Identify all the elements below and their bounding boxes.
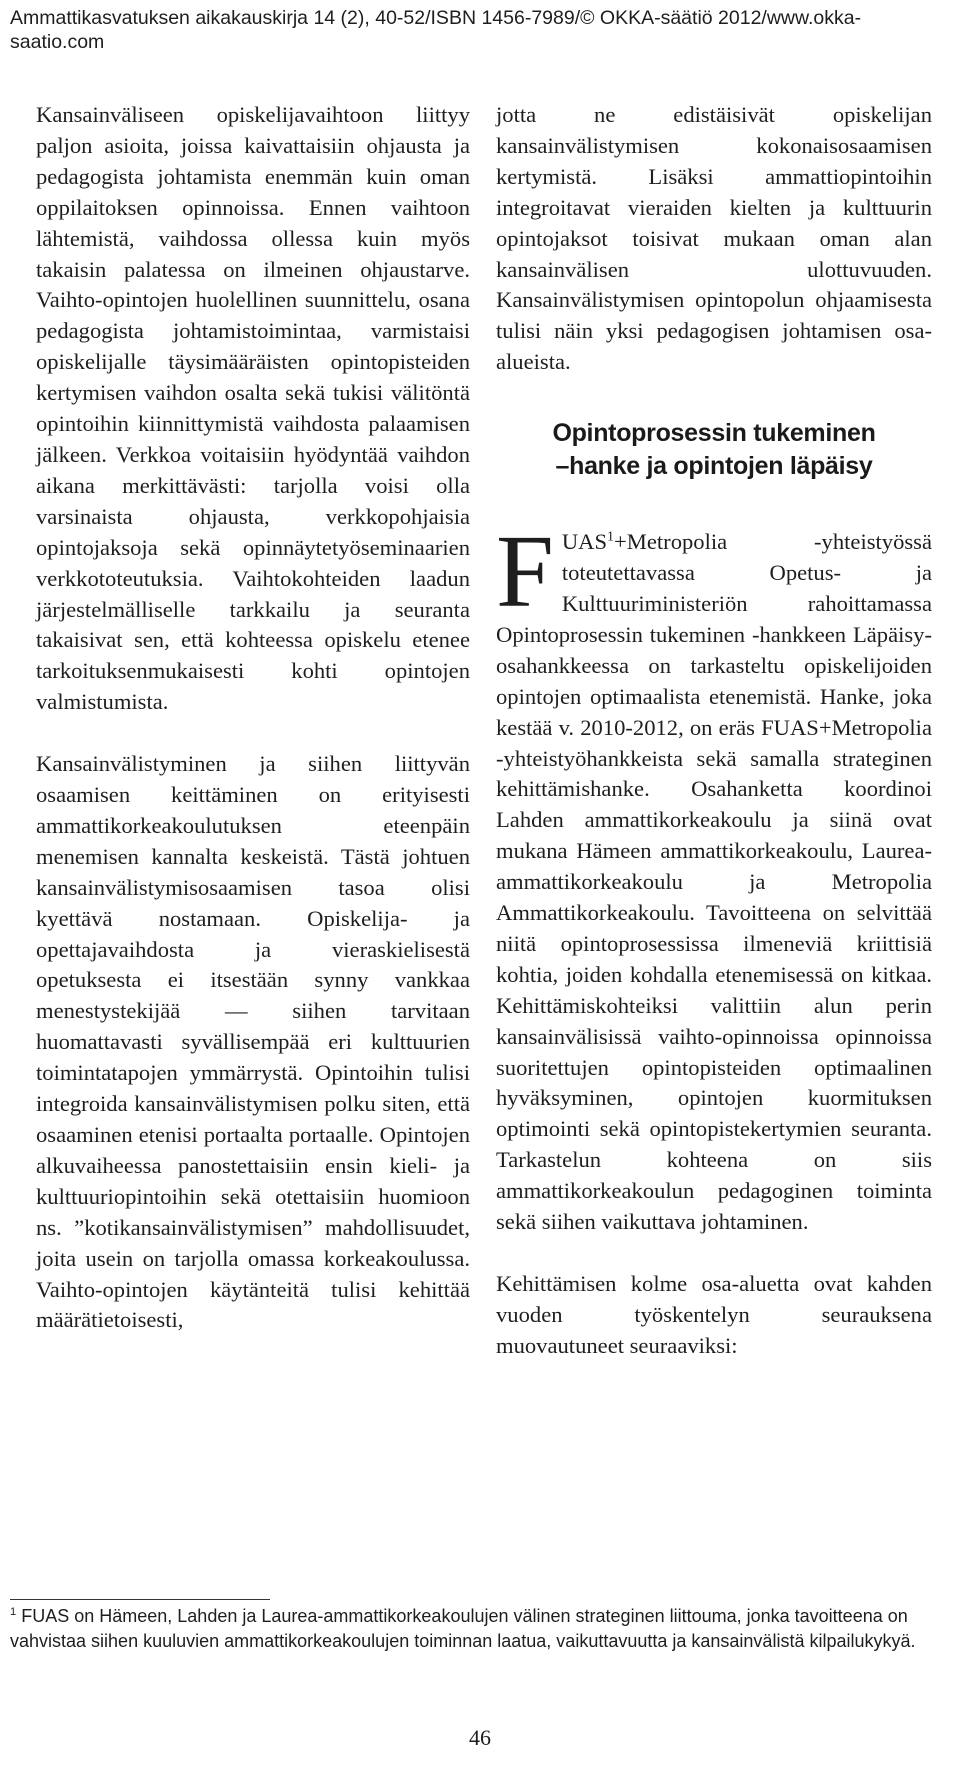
page-number: 46 bbox=[469, 1725, 491, 1750]
section-heading-line-1: Opintoprosessin tukeminen bbox=[552, 419, 876, 448]
dropcap-lead: UAS bbox=[561, 529, 608, 555]
drop-cap: F bbox=[496, 514, 554, 630]
footnote-rule bbox=[10, 1599, 270, 1600]
body-paragraph: jotta ne edistäisivät opiskelijan kansainvälistymisen kokonaisosaamisen kertymistä. Lisäksi ammattiopintoihin integroitavat vieraiden kielten ja kulttuurin opintojaksot toisivat mukaan oman alan kansainvälisen ulottuvuuden. Kansainvälistymisen opintopolun ohjaamisesta tulisi näin yksi pedagogisen johtamisen osa-alueista. bbox=[496, 102, 932, 375]
paragraph-gap bbox=[36, 718, 470, 749]
paragraph-gap bbox=[496, 1238, 932, 1269]
left-column bbox=[36, 100, 470, 1336]
body-paragraph: Kansainvälistyminen ja siihen liittyvän osaamisen keittäminen on erityisesti ammattikorkeakoulutuksen eteenpäin menemisen kannalta keskeistä. Tästä johtuen kansainvälistymisosaamisen tasoa olisi kyettävä nostamaan. Opiskelija- ja opettajavaihdosta ja vieraskielisestä opetuksesta ei itsestään synny vankkaa menestystekijää — siihen tarvitaan huomattavasti syvällisempää eri kulttuurien toimintatapojen ymmärrystä. Opintoihin tulisi integroida kansainvälistymisen polku siten, että osaaminen etenisi portaalta portaalle. Opintojen alkuvaiheessa panostettaisiin ensin kieli- ja kulttuuriopintoihin sekä otettaisiin huomioon ns. ”kotikansainvälistymisen” mahdollisuudet, joita usein on tarjolla omassa korkeakoulussa. Vaihto-opintojen käytänteitä tulisi kehittää määrätietoisesti, bbox=[36, 751, 470, 1333]
dropcap-paragraph-text: +Metropolia -yhteistyössä toteutettavassa Opetus- ja Kulttuuriministeriön rahoittamassa Opintoprosessin tukeminen -hankkeen Läpäisy-osahankkeessa on tarkasteltu opiskelijoiden opintojen optimaalista etenemistä. Hanke, joka kestää v. 2010-2012, on eräs FUAS+Metropolia -yhteistyöhankkeista sekä samalla strateginen kehittämishanke. Osahanketta koordinoi Lahden ammattikorkeakoulu ja siinä ovat mukana Hämeen ammattikorkeakoulu, Laurea-ammattikorkeakoulu ja Metropolia Ammattikorkeakoulu. Tavoitteena on selvittää niitä opintoprosessissa ilmeneviä kriittisiä kohtia, joiden kohdalla etenemisessä on kitkaa. Kehittämiskohteiksi valittiin alun perin kansainvälisissä vaihto-opinnoissa opinnoissa suoritettujen opintopisteiden optimaalinen hyväksyminen, opintojen kuormituksen optimointi sekä opintopistekertymien seuranta. Tarkastelun kohteena on siis ammattikorkeakoulun pedagoginen toiminta sekä siihen vaikuttava johtaminen. bbox=[496, 529, 932, 1235]
footnote-reference: 1 bbox=[607, 529, 615, 545]
footnote bbox=[10, 1604, 928, 1653]
body-paragraph-dropcap bbox=[496, 514, 932, 1238]
right-column bbox=[496, 100, 932, 1362]
body-paragraph: Kehittämisen kolme osa-aluetta ovat kahden vuoden työskentelyn seurauksena muovautuneet seuraaviksi: bbox=[496, 1271, 932, 1358]
section-heading bbox=[496, 417, 932, 483]
section-heading-line-2: –hanke ja opintojen läpäisy bbox=[555, 452, 873, 481]
body-paragraph: Kansainväliseen opiskelijavaihtoon liittyy paljon asioita, joissa kaivattaisiin ohjausta ja pedagogista johtamista enemmän kuin oman oppilaitoksen opinnoissa. Ennen vaihtoon lähtemistä, vaihdossa ollessa kuin myös takaisin palatessa on ilmeinen ohjaustarve. Vaihto-opintojen huolellinen suunnittelu, osana pedagogista johtamistoimintaa, varmistaisi opiskelijalle täysimääräisten opintopisteiden kertymisen vaihdon osalta sekä tukisi välitöntä opintoihin kiinnittymistä vaihdosta palaamisen jälkeen. Verkkoa voitaisiin hyödyntää vaihdon aikana merkittävästi: tarjolla voisi olla varsinaista ohjausta, verkkopohjaisia opintojaksoja sekä opinnäytetyöseminaarien verkkototeutuksia. Vaihtokohteiden laadun järjestelmälliselle tarkkailu ja seuranta takaisivat sen, että kohteessa opiskelu etenee tarkoituksenmukaisesti kohti opintojen valmistumista. bbox=[36, 102, 470, 715]
footnote-text: FUAS on Hämeen, Lahden ja Laurea-ammattikorkeakoulujen välinen strateginen liittouma, jonka tavoitteena on vahvistaa siihen kuuluvien ammattikorkeakoulujen toiminnan laatua, vaikuttavuutta ja kansainvälistä kilpailukykyä. bbox=[10, 1606, 916, 1651]
footnote-marker: 1 bbox=[10, 1606, 17, 1618]
running-head: Ammattikasvatuksen aikakauskirja 14 (2), 40-52/ISBN 1456-7989/© OKKA-säätiö 2012/www.okka-saatio.com bbox=[10, 7, 862, 53]
